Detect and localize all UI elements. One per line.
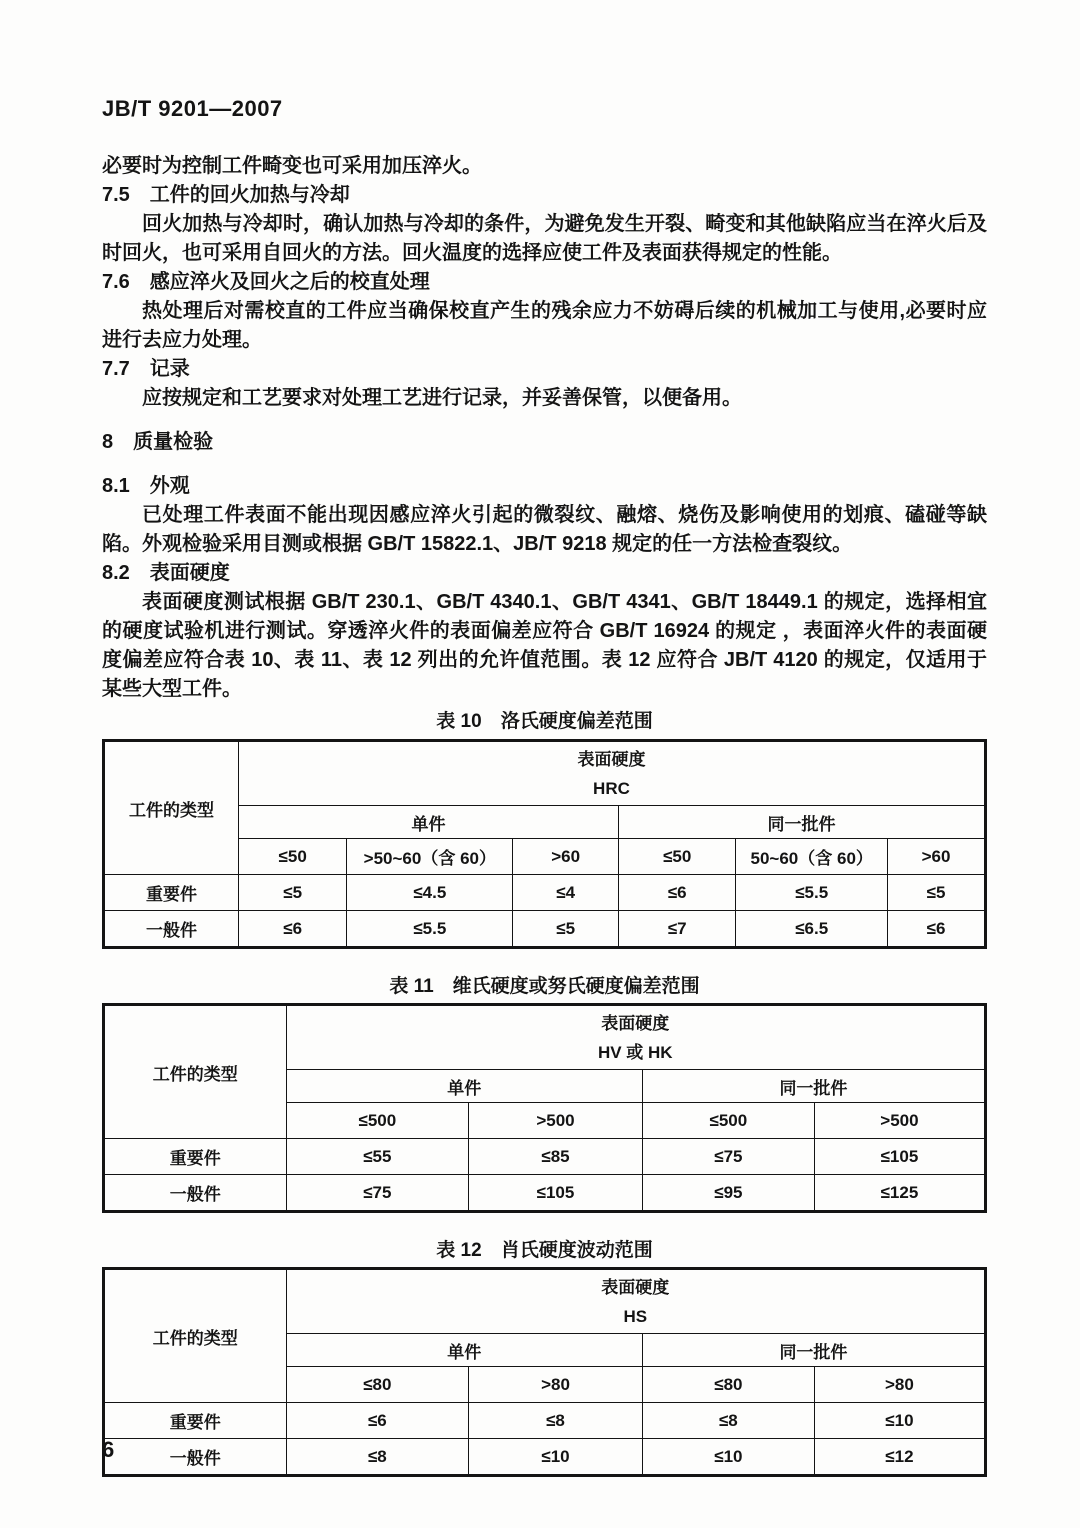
table-row bbox=[104, 875, 986, 911]
table-10-cell: ≤4 bbox=[513, 875, 619, 911]
table-row bbox=[104, 1005, 986, 1070]
table-12-row-label: 一般件 bbox=[104, 1439, 287, 1476]
table-10-threshold: >60 bbox=[888, 839, 986, 875]
table-11 bbox=[102, 1003, 987, 1213]
chapter-heading-8: 8 质量检验 bbox=[102, 431, 214, 453]
table-10-cell: ≤5 bbox=[513, 911, 619, 948]
paragraph-7-5: 回火加热与冷却时，确认加热与冷却的条件，为避免发生开裂、畸变和其他缺陷应当在淬火后及时回火，也可采用自回火的方法。回火温度的选择应使工件及表面获得规定的性能。 bbox=[102, 213, 987, 264]
table-11-cell: ≤55 bbox=[286, 1139, 469, 1175]
table-10-cell: ≤6 bbox=[619, 875, 736, 911]
table-11-cell: ≤75 bbox=[642, 1139, 814, 1175]
table-row bbox=[104, 911, 986, 948]
table-10-cell: ≤5 bbox=[888, 875, 986, 911]
table-12-threshold: >80 bbox=[814, 1367, 985, 1403]
table-11-row-label: 一般件 bbox=[104, 1175, 287, 1212]
table-11-group-header bbox=[286, 1005, 985, 1070]
table-12-cell: ≤8 bbox=[286, 1439, 469, 1476]
table-10 bbox=[102, 739, 987, 949]
table-11-threshold: >500 bbox=[469, 1103, 643, 1139]
table-11-cell: ≤85 bbox=[469, 1139, 643, 1175]
section-heading-8-1: 8.1 外观 bbox=[102, 475, 190, 497]
section-heading-8-2: 8.2 表面硬度 bbox=[102, 562, 230, 584]
table-11-corner-cell: 工件的类型 bbox=[104, 1005, 287, 1139]
table-10-caption: 表 10 洛氏硬度偏差范围 bbox=[436, 711, 653, 732]
table-12 bbox=[102, 1267, 987, 1477]
table-12-cell: ≤8 bbox=[642, 1403, 814, 1439]
table-11-group-unit: HV 或 HK bbox=[597, 1042, 673, 1062]
table-10-cell: ≤4.5 bbox=[347, 875, 513, 911]
table-10-cell: ≤5.5 bbox=[347, 911, 513, 948]
table-10-cell: ≤6 bbox=[238, 911, 346, 948]
table-12-group-header bbox=[286, 1269, 985, 1334]
paragraph-8-1: 已处理工件表面不能出现因感应淬火引起的微裂纹、融熔、烧伤及影响使用的划痕、磕碰等缺陷。外观检验采用目测或根据 GB/T 15822.1、JB/T 9218 规定的任一方法检查裂纹。 bbox=[102, 504, 987, 555]
table-10-threshold: >50~60（含 60） bbox=[347, 839, 513, 875]
table-row bbox=[104, 1139, 986, 1175]
table-12-corner-cell: 工件的类型 bbox=[104, 1269, 287, 1403]
table-11-cell: ≤105 bbox=[814, 1139, 985, 1175]
table-10-sub-batch: 同一批件 bbox=[619, 806, 986, 839]
table-11-group-title: 表面硬度 bbox=[601, 1013, 670, 1033]
paragraph-7-7: 应按规定和工艺要求对处理工艺进行记录，并妥善保管，以便备用。 bbox=[142, 387, 742, 409]
paragraph-7-6: 热处理后对需校直的工件应当确保校直产生的残余应力不妨碍后续的机械加工与使用,必要时应进行去应力处理。 bbox=[102, 300, 987, 351]
table-12-threshold: ≤80 bbox=[642, 1367, 814, 1403]
table-row bbox=[104, 1403, 986, 1439]
table-10-cell: ≤6.5 bbox=[736, 911, 888, 948]
table-12-cell: ≤12 bbox=[814, 1439, 985, 1476]
table-11-cell: ≤95 bbox=[642, 1175, 814, 1212]
table-10-threshold: ≤50 bbox=[619, 839, 736, 875]
table-10-cell: ≤7 bbox=[619, 911, 736, 948]
table-12-caption: 表 12 肖氏硬度波动范围 bbox=[436, 1240, 653, 1261]
table-10-group-unit: HRC bbox=[593, 778, 630, 798]
table-12-cell: ≤8 bbox=[469, 1403, 643, 1439]
page-number: 6 bbox=[102, 1437, 115, 1462]
table-10-group-header bbox=[238, 741, 985, 806]
table-10-threshold: ≤50 bbox=[238, 839, 346, 875]
table-12-sub-batch: 同一批件 bbox=[642, 1334, 985, 1367]
table-row bbox=[104, 1175, 986, 1212]
paragraph-8-2: 表面硬度测试根据 GB/T 230.1、GB/T 4340.1、GB/T 4341、GB/T 18449.1 的规定，选择相宜的硬度试验机进行测试。穿透淬火件的表面偏差应符合 GB/T 16924 的规定 ，表面淬火件的表面硬度偏差应符合表 10、表 11、表 12 列出的允许值范围。表 12 应符合 JB/T 4120 的规定，仅适用于某些大型工件。 bbox=[102, 591, 987, 700]
table-row bbox=[104, 741, 986, 806]
section-heading-7-6: 7.6 感应淬火及回火之后的校直处理 bbox=[102, 271, 430, 293]
standard-number: JB/T 9201—2007 bbox=[102, 96, 283, 121]
table-12-threshold: ≤80 bbox=[286, 1367, 469, 1403]
table-10-corner-cell: 工件的类型 bbox=[104, 741, 239, 875]
table-11-cell: ≤105 bbox=[469, 1175, 643, 1212]
table-row bbox=[104, 1269, 986, 1334]
table-12-cell: ≤6 bbox=[286, 1403, 469, 1439]
table-11-caption: 表 11 维氏硬度或努氏硬度偏差范围 bbox=[389, 976, 700, 997]
table-12-cell: ≤10 bbox=[642, 1439, 814, 1476]
table-11-threshold: >500 bbox=[814, 1103, 985, 1139]
table-11-threshold: ≤500 bbox=[642, 1103, 814, 1139]
table-10-cell: ≤5 bbox=[238, 875, 346, 911]
table-11-sub-batch: 同一批件 bbox=[642, 1070, 985, 1103]
table-10-row-label: 重要件 bbox=[104, 875, 239, 911]
table-11-row-label: 重要件 bbox=[104, 1139, 287, 1175]
section-heading-7-5: 7.5 工件的回火加热与冷却 bbox=[102, 184, 350, 206]
table-11-cell: ≤125 bbox=[814, 1175, 985, 1212]
table-12-group-unit: HS bbox=[623, 1306, 648, 1326]
table-11-threshold: ≤500 bbox=[286, 1103, 469, 1139]
table-10-row-label: 一般件 bbox=[104, 911, 239, 948]
table-10-group-title: 表面硬度 bbox=[577, 749, 646, 769]
paragraph-continued: 必要时为控制工件畸变也可采用加压淬火。 bbox=[102, 155, 482, 177]
table-12-cell: ≤10 bbox=[469, 1439, 643, 1476]
table-10-threshold: >60 bbox=[513, 839, 619, 875]
table-11-cell: ≤75 bbox=[286, 1175, 469, 1212]
section-heading-7-7: 7.7 记录 bbox=[102, 358, 190, 380]
table-12-cell: ≤10 bbox=[814, 1403, 985, 1439]
table-12-sub-single: 单件 bbox=[286, 1334, 642, 1367]
table-12-row-label: 重要件 bbox=[104, 1403, 287, 1439]
table-10-cell: ≤5.5 bbox=[736, 875, 888, 911]
table-12-group-title: 表面硬度 bbox=[601, 1277, 670, 1297]
table-10-threshold: 50~60（含 60） bbox=[736, 839, 888, 875]
table-row bbox=[104, 1439, 986, 1476]
table-12-threshold: >80 bbox=[469, 1367, 643, 1403]
table-10-sub-single: 单件 bbox=[238, 806, 618, 839]
table-10-cell: ≤6 bbox=[888, 911, 986, 948]
table-11-sub-single: 单件 bbox=[286, 1070, 642, 1103]
